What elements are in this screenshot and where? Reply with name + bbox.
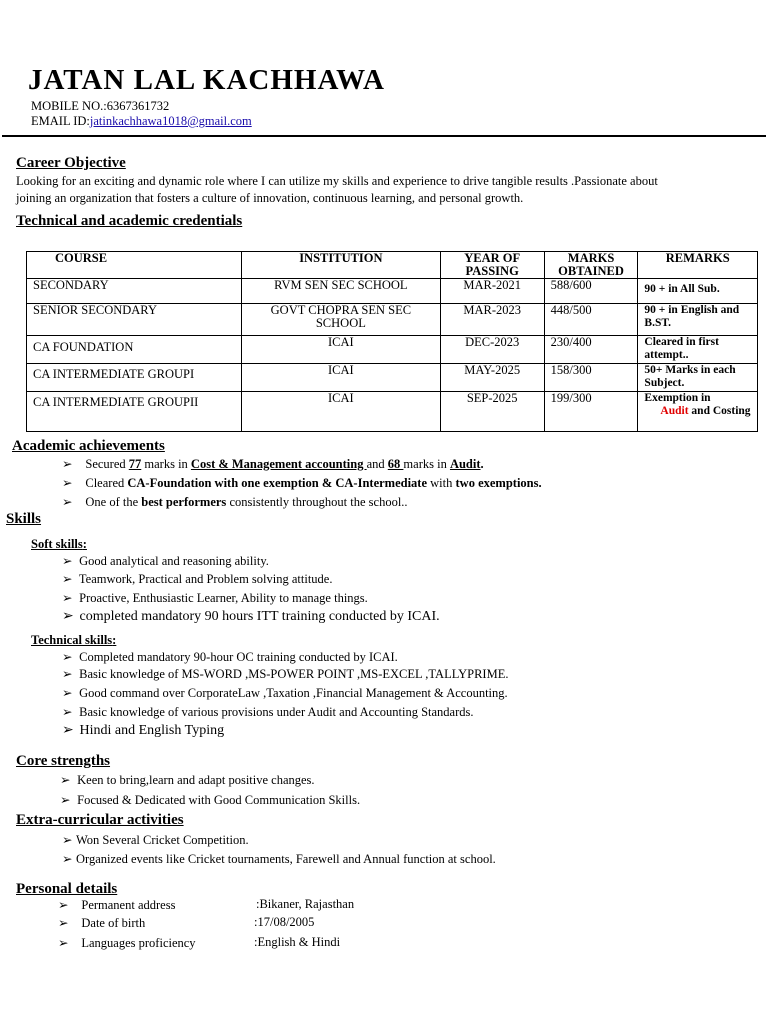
list-item xyxy=(62,608,440,625)
list-item xyxy=(62,666,508,682)
achievement-text: and xyxy=(366,457,388,471)
career-objective-line-2: joining an organization that fosters a culture of innovation, continuous learning, and personal growth. xyxy=(16,191,524,205)
list-item xyxy=(62,590,368,606)
email-label: EMAIL ID: xyxy=(31,114,90,128)
arrow-bullet-icon: ➢ xyxy=(60,773,71,787)
achievement-text: Cleared xyxy=(85,476,128,490)
technical-skills-label: Technical skills xyxy=(31,633,113,647)
soft-skill-text: Good analytical and reasoning ability. xyxy=(79,554,269,568)
course-cell: CA INTERMEDIATE GROUPII xyxy=(27,392,242,432)
remarks-highlight: Audit xyxy=(660,405,689,417)
personal-row xyxy=(58,935,196,951)
personal-label: Date of birth xyxy=(81,916,146,930)
institution-cell: ICAI xyxy=(242,364,441,392)
institution-cell: ICAI xyxy=(242,392,441,432)
arrow-bullet-icon: ➢ xyxy=(62,495,73,509)
marks-cell: 199/300 xyxy=(544,392,638,432)
technical-skill-text: Basic knowledge of MS-WORD ,MS-POWER POINT ,MS-EXCEL ,TALLYPRIME. xyxy=(79,667,509,681)
achievement-text: with xyxy=(427,476,456,490)
arrow-bullet-icon: ➢ xyxy=(62,667,73,681)
personal-label: Languages proficiency xyxy=(81,936,196,950)
remarks-line-1: Exemption in xyxy=(644,392,711,404)
arrow-bullet-icon: ➢ xyxy=(62,457,73,471)
soft-skill-text: Teamwork, Practical and Problem solving attitude. xyxy=(78,572,333,586)
personal-label: Permanent address xyxy=(81,898,176,912)
technical-skills-heading: Technical skills: xyxy=(31,633,117,647)
achievement-highlight: best performers xyxy=(141,495,227,509)
arrow-bullet-icon: ➢ xyxy=(62,591,73,605)
list-item xyxy=(62,722,224,739)
activity-text: Organized events like Cricket tournaments, Farewell and Annual function at school. xyxy=(76,852,496,866)
technical-skill-text: Basic knowledge of various provisions under Audit and Accounting Standards. xyxy=(79,705,474,719)
arrow-bullet-icon: ➢ xyxy=(62,833,73,847)
institution-cell: RVM SEN SEC SCHOOL xyxy=(242,279,441,304)
technical-skill-text: Completed mandatory 90-hour OC training conducted by ICAI. xyxy=(79,650,398,664)
achievement-text: marks in xyxy=(403,457,450,471)
year-cell: SEP-2025 xyxy=(440,392,544,432)
achievement-subject: Audit xyxy=(449,457,481,471)
soft-skill-text: Proactive, Enthusiastic Learner, Ability to manage things. xyxy=(79,591,368,605)
course-cell: SENIOR SECONDARY xyxy=(27,304,242,336)
institution-cell: GOVT CHOPRA SEN SEC SCHOOL xyxy=(242,304,441,336)
list-item xyxy=(62,649,398,665)
remarks-cell: 50+ Marks in each Subject. xyxy=(638,364,758,392)
course-cell: SECONDARY xyxy=(27,279,242,304)
arrow-bullet-icon: ➢ xyxy=(62,723,74,738)
activity-text: Won Several Cricket Competition. xyxy=(76,833,249,847)
personal-value: :Bikaner, Rajasthan xyxy=(256,897,355,911)
arrow-bullet-icon: ➢ xyxy=(58,898,69,912)
table-row xyxy=(27,279,758,304)
extra-curricular-heading: Extra-curricular activities xyxy=(16,812,184,828)
achievement-text: consistently throughout the school.. xyxy=(226,495,408,509)
arrow-bullet-icon: ➢ xyxy=(60,793,71,807)
personal-value: :17/08/2005 xyxy=(254,915,315,929)
career-objective-heading: Career Objective xyxy=(16,155,126,171)
credentials-table xyxy=(26,251,758,432)
marks-cell: 588/600 xyxy=(544,279,638,304)
achievement-text: marks in xyxy=(141,457,191,471)
personal-details-heading: Personal details xyxy=(16,881,118,897)
list-item xyxy=(62,704,474,720)
list-item xyxy=(62,553,269,569)
achievement-number: 77 xyxy=(128,457,142,471)
core-strength-text: Focused & Dedicated with Good Communication Skills. xyxy=(77,793,361,807)
achievement-text: One of the xyxy=(85,495,142,509)
arrow-bullet-icon: ➢ xyxy=(62,476,73,490)
skills-heading: Skills xyxy=(6,511,42,527)
list-item xyxy=(62,571,332,587)
achievement-item xyxy=(62,494,408,510)
achievement-highlight: two exemptions. xyxy=(455,476,542,490)
course-cell: CA FOUNDATION xyxy=(27,336,242,364)
achievement-item xyxy=(62,456,484,472)
soft-skills-label: Soft skills xyxy=(31,537,83,551)
credentials-heading: Technical and academic credentials xyxy=(16,213,243,229)
list-item xyxy=(60,792,360,808)
marks-cell: 230/400 xyxy=(544,336,638,364)
career-objective-line-1: Looking for an exciting and dynamic role where I can utilize my skills and experience to drive tangible results .Passionate about xyxy=(16,174,658,188)
mobile-number: 6367361732 xyxy=(106,99,170,113)
personal-row xyxy=(58,915,145,931)
remarks-cell: Cleared in first attempt.. xyxy=(638,336,758,364)
year-cell: MAY-2025 xyxy=(440,364,544,392)
table-row xyxy=(27,392,758,432)
marks-cell: 448/500 xyxy=(544,304,638,336)
year-cell: DEC-2023 xyxy=(440,336,544,364)
achievement-item xyxy=(62,475,542,491)
arrow-bullet-icon: ➢ xyxy=(62,609,74,624)
col-header-year: YEAR OF PASSING xyxy=(440,252,544,279)
table-row xyxy=(27,364,758,392)
col-header-marks: MARKS OBTAINED xyxy=(544,252,638,279)
remarks-cell: 90 + in All Sub. xyxy=(638,279,758,304)
arrow-bullet-icon: ➢ xyxy=(62,650,73,664)
table-row xyxy=(27,304,758,336)
year-cell: MAR-2021 xyxy=(440,279,544,304)
credentials-header-row xyxy=(27,252,758,279)
arrow-bullet-icon: ➢ xyxy=(62,852,73,866)
arrow-bullet-icon: ➢ xyxy=(62,572,73,586)
soft-skill-text: completed mandatory 90 hours ITT training conducted by ICAI. xyxy=(79,609,440,624)
mobile-line xyxy=(31,99,169,114)
core-strength-text: Keen to bring,learn and adapt positive changes. xyxy=(77,773,315,787)
soft-skills-heading: Soft skills: xyxy=(31,537,87,551)
achievement-text: . xyxy=(480,457,484,471)
achievement-number: 68 xyxy=(387,457,404,471)
achievement-text: Secured xyxy=(85,457,129,471)
remarks-cell xyxy=(638,392,758,432)
technical-skill-text: Hindi and English Typing xyxy=(79,723,225,738)
list-item xyxy=(62,851,496,867)
header-divider xyxy=(2,135,766,137)
list-item xyxy=(62,685,508,701)
email-line xyxy=(31,114,252,129)
remarks-cell: 90 + in English and B.ST. xyxy=(638,304,758,336)
achievement-highlight: CA-Foundation with one exemption & CA-Intermediate xyxy=(127,476,428,490)
table-row xyxy=(27,336,758,364)
arrow-bullet-icon: ➢ xyxy=(58,936,69,950)
personal-row xyxy=(58,897,175,913)
candidate-name: JATAN LAL KACHHAWA xyxy=(28,64,385,96)
career-objective-text xyxy=(16,173,756,207)
col-header-institution: INSTITUTION xyxy=(242,252,441,279)
mobile-label: MOBILE NO.: xyxy=(31,99,107,113)
remarks-line-2: and Costing xyxy=(691,405,751,417)
arrow-bullet-icon: ➢ xyxy=(62,705,73,719)
personal-value: :English & Hindi xyxy=(254,935,341,949)
institution-cell: ICAI xyxy=(242,336,441,364)
core-strengths-heading: Core strengths xyxy=(16,753,111,769)
arrow-bullet-icon: ➢ xyxy=(58,916,69,930)
arrow-bullet-icon: ➢ xyxy=(62,554,73,568)
list-item xyxy=(62,832,249,848)
arrow-bullet-icon: ➢ xyxy=(62,686,73,700)
achievements-heading: Academic achievements xyxy=(12,438,165,454)
col-header-course: COURSE xyxy=(27,252,242,279)
email-link[interactable]: jatinkachhawa1018@gmail.com xyxy=(89,114,252,128)
col-header-remarks: REMARKS xyxy=(638,252,758,279)
achievement-subject: Cost & Management accounting xyxy=(190,457,367,471)
technical-skill-text: Good command over CorporateLaw ,Taxation ,Financial Management & Accounting. xyxy=(79,686,508,700)
year-cell: MAR-2023 xyxy=(440,304,544,336)
marks-cell: 158/300 xyxy=(544,364,638,392)
course-cell: CA INTERMEDIATE GROUPI xyxy=(27,364,242,392)
list-item xyxy=(60,772,315,788)
